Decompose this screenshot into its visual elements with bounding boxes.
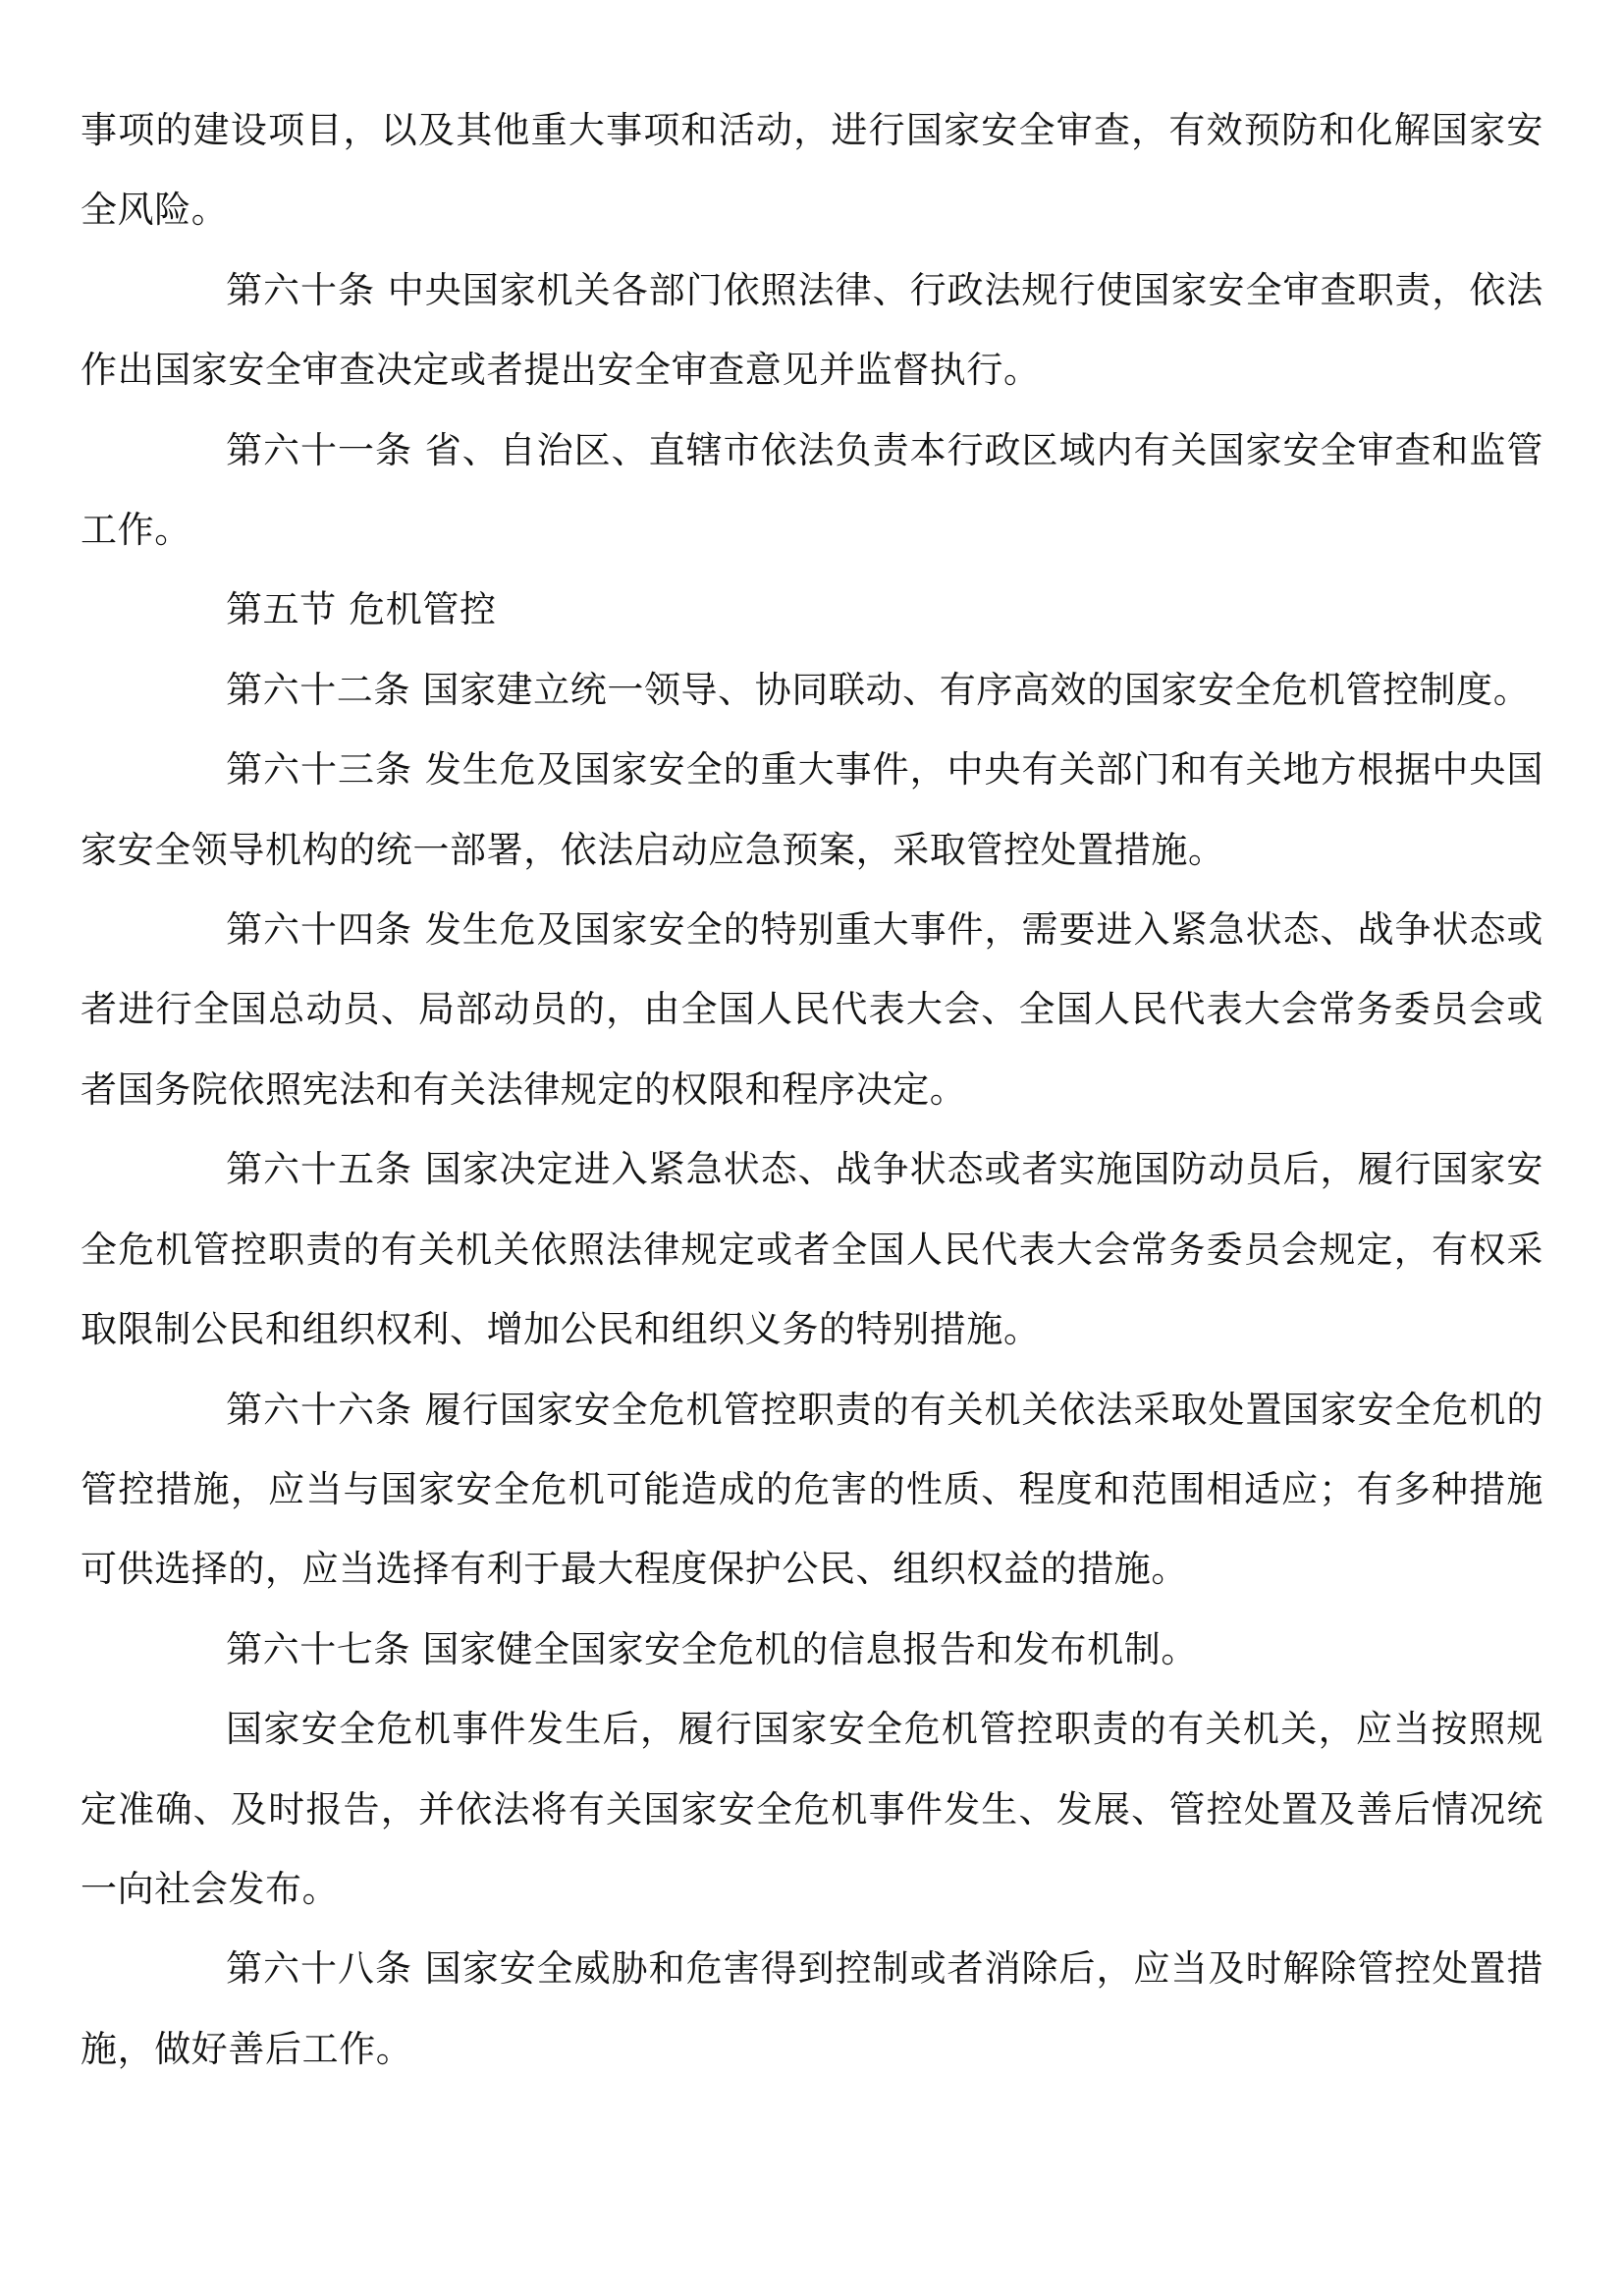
article-64: 第六十四条 发生危及国家安全的特别重大事件，需要进入紧急状态、战争状态或者进行全国总动员、局部动员的，由全国人民代表大会、全国人民代表大会常务委员会或者国务院依照宪法和有关法律规定的权限和程序决定。: [81, 908, 1543, 1111]
article-63: 第六十三条 发生危及国家安全的重大事件，中央有关部门和有关地方根据中央国家安全领导机构的统一部署，依法启动应急预案，采取管控处置措施。: [81, 748, 1543, 871]
article-66: 第六十六条 履行国家安全危机管控职责的有关机关依法采取处置国家安全危机的管控措施，应当与国家安全危机可能造成的危害的性质、程度和范围相适应；有多种措施可供选择的，应当选择有利于最大程度保护公民、组织权益的措施。: [81, 1388, 1543, 1591]
article-65: 第六十五条 国家决定进入紧急状态、战争状态或者实施国防动员后，履行国家安全危机管控职责的有关机关依照法律规定或者全国人民代表大会常务委员会规定，有权采取限制公民和组织权利、增加公民和组织义务的特别措施。: [81, 1148, 1543, 1351]
section-heading: 第五节 危机管控: [226, 588, 497, 631]
article-67: 第六十七条 国家健全国家安全危机的信息报告和发布机制。: [226, 1627, 1198, 1670]
article-68: 第六十八条 国家安全威胁和危害得到控制或者消除后，应当及时解除管控处置措施，做好善后工作。: [81, 1947, 1543, 2070]
document-body: [81, 90, 1543, 2089]
article-61: 第六十一条 省、自治区、直辖市依法负责本行政区域内有关国家安全审查和监管工作。: [81, 428, 1543, 552]
paragraph-continuation: 事项的建设项目，以及其他重大事项和活动，进行国家安全审查，有效预防和化解国家安全风险。: [81, 109, 1543, 232]
article-67-paragraph-2: 国家安全危机事件发生后，履行国家安全危机管控职责的有关机关，应当按照规定准确、及时报告，并依法将有关国家安全危机事件发生、发展、管控处置及善后情况统一向社会发布。: [81, 1708, 1543, 1910]
article-62: 第六十二条 国家建立统一领导、协同联动、有序高效的国家安全危机管控制度。: [226, 668, 1531, 711]
article-60: 第六十条 中央国家机关各部门依照法律、行政法规行使国家安全审查职责，依法作出国家安全审查决定或者提出安全审查意见并监督执行。: [81, 268, 1543, 392]
